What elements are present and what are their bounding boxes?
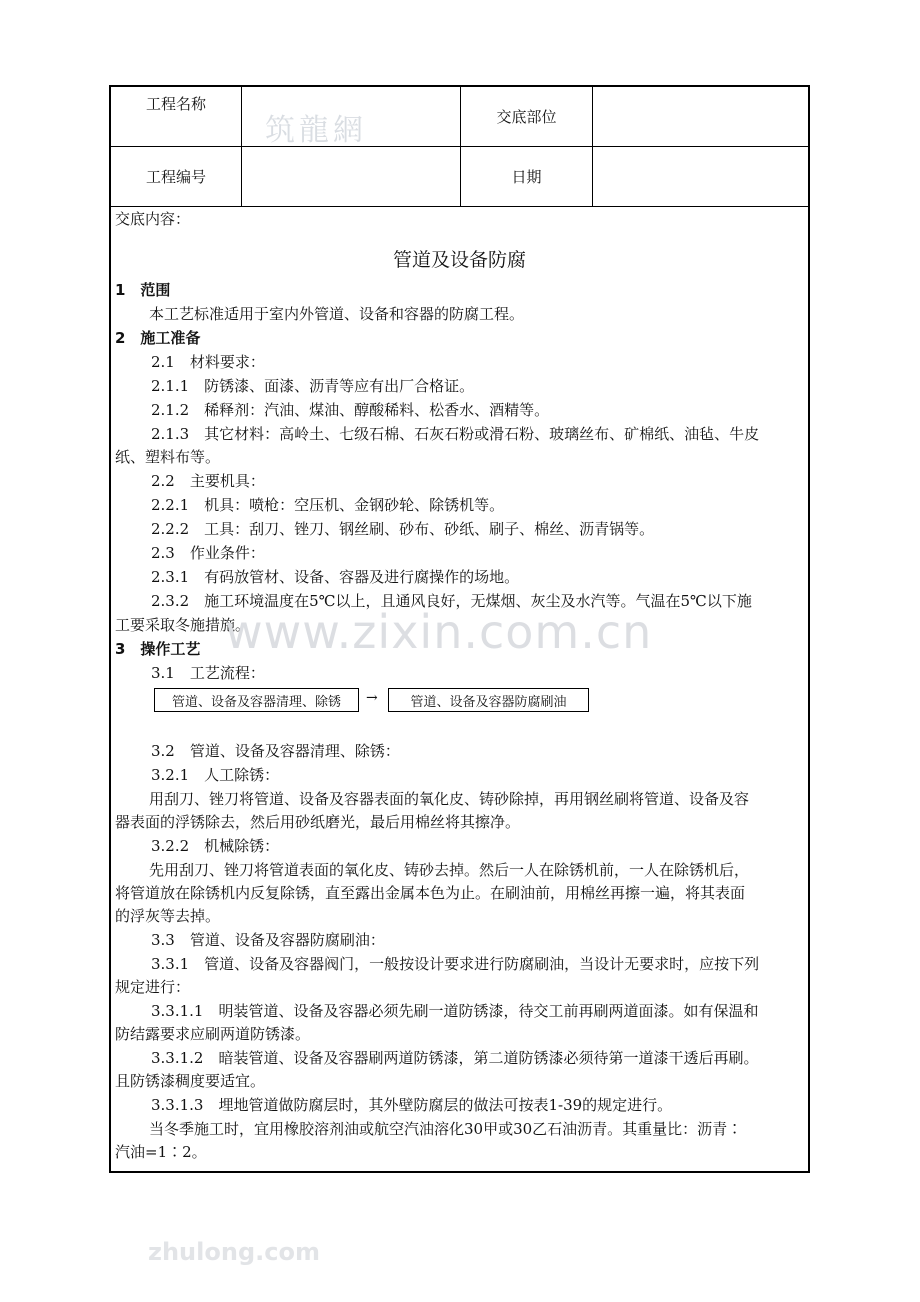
date-label: 日期	[461, 147, 593, 206]
paragraph-line: 3.3.1.1 明装管道、设备及容器必须先刷一道防锈漆，待交工前再刷两道面漆。如有保温和	[151, 1002, 759, 1020]
paragraph-line: 工要采取冬施措施。	[115, 616, 251, 634]
paragraph-line: 本工艺标准适用于室内外管道、设备和容器的防腐工程。	[149, 305, 525, 323]
header-row-1	[111, 87, 808, 147]
watermark-middle: www.zixin.com.cn	[225, 605, 653, 659]
project-name-label: 工程名称	[111, 87, 242, 146]
paragraph-line: 3.1 工艺流程：	[151, 664, 265, 682]
paragraph-line: 2.1 材料要求：	[151, 353, 265, 371]
project-no-value	[242, 147, 461, 206]
content-label: 交底内容：	[115, 210, 191, 228]
paragraph-line: 3.3 管道、设备及容器防腐刷油：	[151, 931, 385, 949]
paragraph-line: 的浮灰等去掉。	[115, 907, 221, 925]
paragraph-line: 3.2.1 人工除锈：	[151, 766, 280, 784]
section-heading: 3 操作工艺	[115, 640, 201, 658]
document-title: 管道及设备防腐	[392, 249, 526, 271]
paragraph-line: 3.3.1 管道、设备及容器阀门，一般按设计要求进行防腐刷油，当设计无要求时，应按下列	[151, 955, 760, 973]
header-row-2	[111, 147, 808, 207]
paragraph-line: 且防锈漆稠度要适宜。	[115, 1072, 266, 1090]
watermark-top: 筑龍網	[265, 113, 367, 148]
project-no-label: 工程编号	[111, 147, 242, 206]
paragraph-line: 2.1.1 防锈漆、面漆、沥青等应有出厂合格证。	[151, 377, 475, 395]
watermark-bottom: zhulong.com	[148, 1238, 320, 1266]
handover-part-value	[593, 87, 810, 146]
paragraph-line: 规定进行：	[115, 978, 191, 996]
section-heading: 2 施工准备	[115, 329, 201, 347]
date-value	[593, 147, 810, 206]
paragraph-line: 用刮刀、锉刀将管道、设备及容器表面的氧化皮、铸砂除掉，再用钢丝刷将管道、设备及容	[149, 790, 750, 808]
paragraph-line: 先用刮刀、锉刀将管道表面的氧化皮、铸砂去掉。然后一人在除锈机前，一人在除锈机后，	[149, 861, 750, 879]
section-heading: 1 范围	[115, 281, 171, 299]
paragraph-line: 3.3.1.2 暗装管道、设备及容器刷两道防锈漆，第二道防锈漆必须待第一道漆干透后再刷。	[151, 1049, 759, 1067]
paragraph-line: 3.2 管道、设备及容器清理、除锈：	[151, 742, 400, 760]
paragraph-line: 纸、塑料布等。	[115, 448, 221, 466]
flow-step-1: 管道、设备及容器清理、除锈	[154, 688, 359, 712]
paragraph-line: 器表面的浮锈除去，然后用砂纸磨光，最后用棉丝将其擦净。	[115, 813, 521, 831]
flow-step-2: 管道、设备及容器防腐刷油	[388, 688, 589, 712]
paragraph-line: 2.3 作业条件：	[151, 544, 265, 562]
flow-arrow-icon: →	[366, 690, 378, 706]
paragraph-line: 2.1.2 稀释剂：汽油、煤油、醇酸稀料、松香水、酒精等。	[151, 401, 550, 419]
paragraph-line: 防结露要求应刷两道防锈漆。	[115, 1025, 311, 1043]
paragraph-line: 当冬季施工时，宜用橡胶溶剂油或航空汽油溶化30甲或30乙石油沥青。其重量比：沥青∶	[149, 1120, 743, 1138]
paragraph-line: 2.2.1 机具：喷枪：空压机、金钢砂轮、除锈机等。	[151, 496, 505, 514]
paragraph-line: 3.3.1.3 埋地管道做防腐层时，其外壁防腐层的做法可按表1-39的规定进行。	[151, 1096, 673, 1114]
paragraph-line: 2.1.3 其它材料：高岭土、七级石棉、石灰石粉或滑石粉、玻璃丝布、矿棉纸、油毡、牛皮	[151, 425, 760, 443]
paragraph-line: 将管道放在除锈机内反复除锈，直至露出金属本色为止。在刷油前，用棉丝再擦一遍，将其表面	[115, 884, 746, 902]
paragraph-line: 3.2.2 机械除锈：	[151, 837, 280, 855]
paragraph-line: 2.2 主要机具：	[151, 472, 265, 490]
paragraph-line: 2.3.1 有码放管材、设备、容器及进行腐操作的场地。	[151, 568, 520, 586]
handover-part-label: 交底部位	[461, 87, 593, 146]
paragraph-line: 2.2.2 工具：刮刀、锉刀、钢丝刷、砂布、砂纸、刷子、棉丝、沥青锅等。	[151, 520, 655, 538]
paragraph-line: 汽油=1∶2。	[115, 1143, 207, 1161]
paragraph-line: 2.3.2 施工环境温度在5℃以上，且通风良好，无煤烟、灰尘及水汽等。气温在5℃以下施	[151, 592, 752, 610]
